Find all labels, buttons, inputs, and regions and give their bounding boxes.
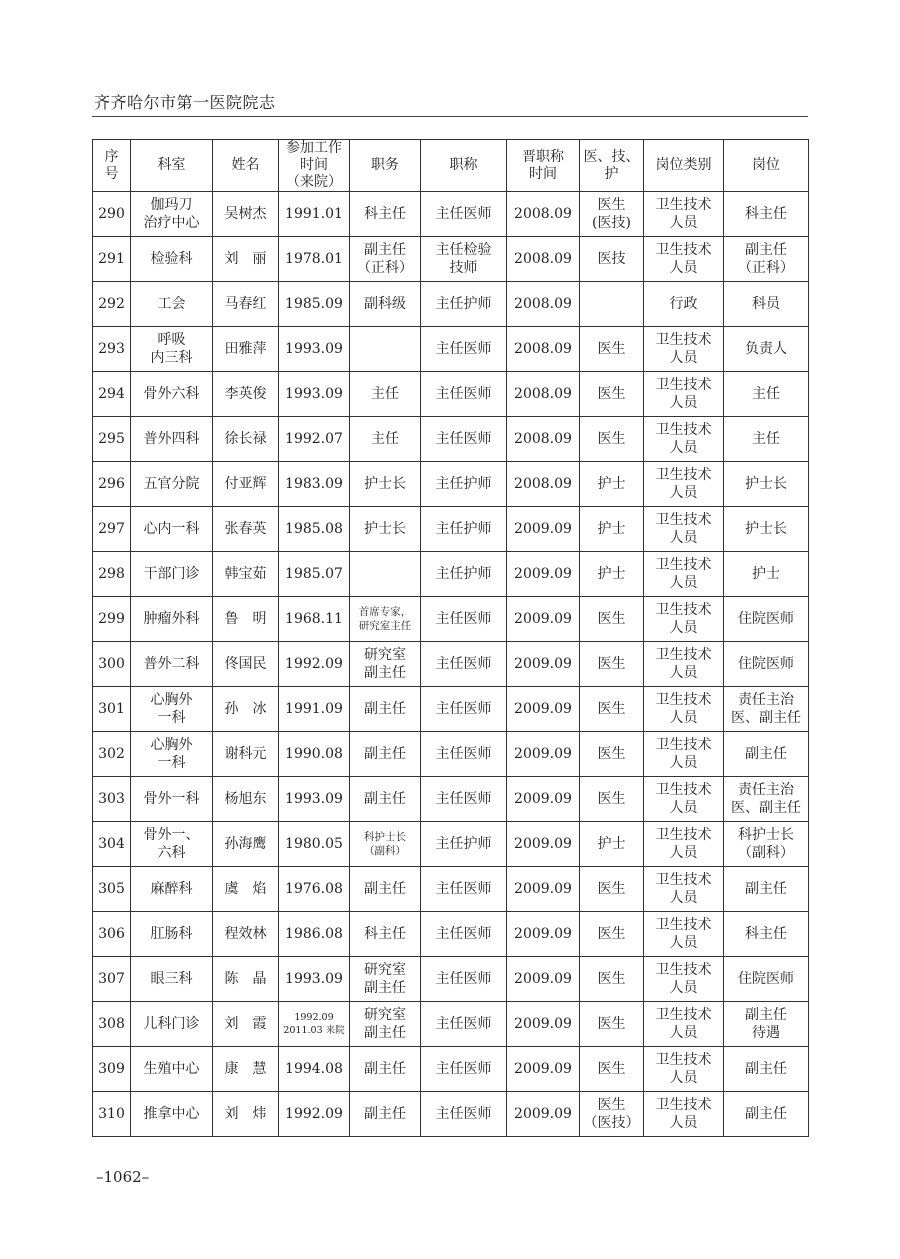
cell-start-date: 1993.09 [279,957,350,1002]
cell-position: 科主任 [350,912,421,957]
cell-category: 护士 [580,462,644,507]
cell-title-date: 2009.09 [507,867,580,912]
cell-seq: 302 [93,732,131,777]
cell-post: 护士 [724,552,809,597]
cell-start-date: 1991.01 [279,192,350,237]
table-row [93,822,809,867]
cell-title-date: 2009.09 [507,1092,580,1137]
cell-position: 研究室 副主任 [350,1002,421,1047]
cell-start-date: 1992.09 [279,642,350,687]
cell-position: 首席专家， 研究室主任 [350,597,421,642]
cell-department: 检验科 [131,237,213,282]
cell-department: 心胸外 一科 [131,687,213,732]
header-position: 职务 [350,140,421,192]
cell-category: 医生 (医技) [580,192,644,237]
cell-title: 主任医师 [421,1047,507,1092]
cell-name: 田雅萍 [213,327,279,372]
cell-post-type: 卫生技术 人员 [644,867,724,912]
cell-seq: 294 [93,372,131,417]
table-row [93,732,809,777]
cell-department: 骨外六科 [131,372,213,417]
cell-start-date: 1980.05 [279,822,350,867]
cell-start-date: 1985.08 [279,507,350,552]
cell-title-date: 2009.09 [507,642,580,687]
cell-category: 医生 [580,1002,644,1047]
cell-start-date: 1985.09 [279,282,350,327]
cell-department: 眼三科 [131,957,213,1002]
header-title-date: 晋职称 时间 [507,140,580,192]
cell-start-date: 1978.01 [279,237,350,282]
table-row [93,282,809,327]
cell-title-date: 2008.09 [507,372,580,417]
cell-seq: 300 [93,642,131,687]
cell-department: 骨外一、 六科 [131,822,213,867]
cell-name: 李英俊 [213,372,279,417]
table-row [93,642,809,687]
cell-title-date: 2009.09 [507,912,580,957]
cell-title-date: 2009.09 [507,777,580,822]
table-header [93,140,809,192]
cell-title-date: 2009.09 [507,822,580,867]
cell-name: 吴树杰 [213,192,279,237]
cell-name: 佟国民 [213,642,279,687]
cell-category: 医生 [580,912,644,957]
cell-category: 护士 [580,552,644,597]
cell-title-date: 2009.09 [507,1002,580,1047]
cell-department: 麻醉科 [131,867,213,912]
table-row [93,867,809,912]
cell-seq: 296 [93,462,131,507]
cell-start-date: 1976.08 [279,867,350,912]
cell-post-type: 卫生技术 人员 [644,1047,724,1092]
cell-title: 主任医师 [421,777,507,822]
cell-seq: 293 [93,327,131,372]
cell-title: 主任医师 [421,192,507,237]
cell-position: 副主任 [350,1047,421,1092]
cell-title: 主任医师 [421,687,507,732]
cell-category: 医生 [580,1047,644,1092]
cell-name: 虞 焰 [213,867,279,912]
cell-post-type: 卫生技术 人员 [644,417,724,462]
cell-post: 住院医师 [724,597,809,642]
cell-title: 主任检验 技师 [421,237,507,282]
cell-title: 主任医师 [421,912,507,957]
cell-title: 主任医师 [421,327,507,372]
cell-category: 医生 [580,732,644,777]
cell-title: 主任医师 [421,642,507,687]
cell-start-date: 1992.09 2011.03 来院 [279,1002,350,1047]
cell-department: 工会 [131,282,213,327]
header-name: 姓名 [213,140,279,192]
cell-name: 张春英 [213,507,279,552]
cell-post: 住院医师 [724,642,809,687]
cell-start-date: 1991.09 [279,687,350,732]
cell-position [350,552,421,597]
cell-start-date: 1993.09 [279,372,350,417]
cell-post-type: 卫生技术 人员 [644,372,724,417]
cell-position: 研究室 副主任 [350,642,421,687]
cell-name: 孙 冰 [213,687,279,732]
page-number: –1062– [96,1168,150,1186]
cell-post: 科员 [724,282,809,327]
cell-category: 护士 [580,822,644,867]
table-row [93,237,809,282]
cell-category: 医生 [580,597,644,642]
cell-title-date: 2008.09 [507,417,580,462]
cell-category: 医生 [580,372,644,417]
table-row [93,1092,809,1137]
table-row [93,417,809,462]
cell-title: 主任医师 [421,372,507,417]
table-row [93,1047,809,1092]
cell-position: 副主任 （正科） [350,237,421,282]
cell-position: 副主任 [350,777,421,822]
cell-title: 主任医师 [421,597,507,642]
cell-seq: 292 [93,282,131,327]
cell-name: 康 慧 [213,1047,279,1092]
cell-title-date: 2008.09 [507,462,580,507]
cell-post-type: 卫生技术 人员 [644,597,724,642]
cell-post: 护士长 [724,462,809,507]
table-row [93,597,809,642]
cell-post-type: 卫生技术 人员 [644,1002,724,1047]
cell-title-date: 2009.09 [507,732,580,777]
cell-post: 责任主治 医、副主任 [724,687,809,732]
cell-category: 医生 [580,867,644,912]
cell-category: 医生 [580,687,644,732]
cell-seq: 310 [93,1092,131,1137]
cell-title: 主任护师 [421,507,507,552]
header-rule [92,116,808,117]
cell-title: 主任医师 [421,867,507,912]
cell-start-date: 1990.08 [279,732,350,777]
cell-seq: 306 [93,912,131,957]
cell-name: 刘 霞 [213,1002,279,1047]
cell-department: 干部门诊 [131,552,213,597]
cell-post: 主任 [724,372,809,417]
cell-name: 谢科元 [213,732,279,777]
cell-name: 刘 丽 [213,237,279,282]
cell-position: 副主任 [350,867,421,912]
cell-category: 医生 [580,777,644,822]
cell-seq: 308 [93,1002,131,1047]
table-row [93,912,809,957]
cell-start-date: 1992.09 [279,1092,350,1137]
cell-post: 科护士长 （副科） [724,822,809,867]
cell-position: 副主任 [350,687,421,732]
cell-start-date: 1985.07 [279,552,350,597]
cell-title-date: 2008.09 [507,192,580,237]
header-department: 科室 [131,140,213,192]
table-row [93,462,809,507]
cell-post-type: 卫生技术 人员 [644,237,724,282]
cell-name: 刘 炜 [213,1092,279,1137]
cell-post-type: 卫生技术 人员 [644,1092,724,1137]
cell-department: 生殖中心 [131,1047,213,1092]
cell-category [580,282,644,327]
cell-start-date: 1992.07 [279,417,350,462]
cell-post: 主任 [724,417,809,462]
header-start-date: 参加工作 时间 （来院） [279,140,350,192]
cell-department: 呼吸 内三科 [131,327,213,372]
cell-title-date: 2009.09 [507,957,580,1002]
table-row [93,192,809,237]
cell-title-date: 2009.09 [507,552,580,597]
cell-title: 主任护师 [421,822,507,867]
table-row [93,552,809,597]
cell-department: 普外四科 [131,417,213,462]
cell-post-type: 行政 [644,282,724,327]
cell-seq: 305 [93,867,131,912]
cell-position: 研究室 副主任 [350,957,421,1002]
cell-title-date: 2008.09 [507,282,580,327]
cell-post-type: 卫生技术 人员 [644,912,724,957]
cell-post-type: 卫生技术 人员 [644,552,724,597]
cell-seq: 295 [93,417,131,462]
table-row [93,507,809,552]
header-title: 职称 [421,140,507,192]
cell-category: 医生 [580,417,644,462]
cell-post-type: 卫生技术 人员 [644,192,724,237]
cell-category: 医生 [580,327,644,372]
header-post: 岗位 [724,140,809,192]
cell-post: 副主任 待遇 [724,1002,809,1047]
cell-department: 心内一科 [131,507,213,552]
cell-start-date: 1993.09 [279,327,350,372]
cell-seq: 297 [93,507,131,552]
cell-department: 肿瘤外科 [131,597,213,642]
cell-position: 副主任 [350,732,421,777]
cell-title: 主任医师 [421,1002,507,1047]
cell-category: 护士 [580,507,644,552]
cell-seq: 290 [93,192,131,237]
cell-post-type: 卫生技术 人员 [644,507,724,552]
cell-name: 孙海鹰 [213,822,279,867]
cell-position: 副主任 [350,1092,421,1137]
book-title: 齐齐哈尔市第一医院院志 [94,93,276,112]
cell-position: 科主任 [350,192,421,237]
cell-start-date: 1968.11 [279,597,350,642]
cell-position: 主任 [350,372,421,417]
cell-post: 负责人 [724,327,809,372]
cell-department: 推拿中心 [131,1092,213,1137]
cell-post-type: 卫生技术 人员 [644,462,724,507]
cell-name: 陈 晶 [213,957,279,1002]
cell-seq: 309 [93,1047,131,1092]
cell-name: 程效林 [213,912,279,957]
cell-department: 伽玛刀 治疗中心 [131,192,213,237]
cell-title-date: 2008.09 [507,237,580,282]
cell-name: 徐长禄 [213,417,279,462]
cell-start-date: 1993.09 [279,777,350,822]
cell-title: 主任医师 [421,1092,507,1137]
cell-title: 主任医师 [421,957,507,1002]
cell-title: 主任护师 [421,552,507,597]
cell-name: 马春红 [213,282,279,327]
cell-title: 主任护师 [421,282,507,327]
table-row [93,957,809,1002]
cell-post: 副主任 [724,732,809,777]
cell-department: 心胸外 一科 [131,732,213,777]
cell-start-date: 1994.08 [279,1047,350,1092]
cell-title: 主任医师 [421,732,507,777]
table-body [93,192,809,1137]
cell-post: 副主任 [724,1047,809,1092]
cell-start-date: 1986.08 [279,912,350,957]
cell-title: 主任医师 [421,417,507,462]
cell-department: 儿科门诊 [131,1002,213,1047]
cell-position: 护士长 [350,462,421,507]
cell-start-date: 1983.09 [279,462,350,507]
header-seq: 序 号 [93,140,131,192]
table-row [93,777,809,822]
cell-position: 护士长 [350,507,421,552]
cell-department: 骨外一科 [131,777,213,822]
cell-post-type: 卫生技术 人员 [644,777,724,822]
cell-position: 主任 [350,417,421,462]
cell-seq: 299 [93,597,131,642]
cell-category: 医技 [580,237,644,282]
cell-position: 科护士长 （副科） [350,822,421,867]
cell-post-type: 卫生技术 人员 [644,642,724,687]
cell-post: 副主任 （正科） [724,237,809,282]
cell-title-date: 2009.09 [507,687,580,732]
cell-seq: 301 [93,687,131,732]
header-post-type: 岗位类别 [644,140,724,192]
cell-title: 主任护师 [421,462,507,507]
cell-post: 副主任 [724,1092,809,1137]
cell-post: 护士长 [724,507,809,552]
cell-post: 科主任 [724,912,809,957]
cell-seq: 291 [93,237,131,282]
cell-post: 科主任 [724,192,809,237]
table-row [93,1002,809,1047]
cell-category: 医生 [580,957,644,1002]
table-row [93,372,809,417]
cell-post: 责任主治 医、副主任 [724,777,809,822]
cell-post: 住院医师 [724,957,809,1002]
cell-post-type: 卫生技术 人员 [644,957,724,1002]
cell-title-date: 2008.09 [507,327,580,372]
cell-seq: 303 [93,777,131,822]
cell-title-date: 2009.09 [507,597,580,642]
cell-title-date: 2009.09 [507,1047,580,1092]
cell-position [350,327,421,372]
cell-name: 杨旭东 [213,777,279,822]
cell-title-date: 2009.09 [507,507,580,552]
cell-post-type: 卫生技术 人员 [644,822,724,867]
cell-department: 普外二科 [131,642,213,687]
cell-post-type: 卫生技术 人员 [644,687,724,732]
cell-post-type: 卫生技术 人员 [644,732,724,777]
cell-category: 医生 [580,642,644,687]
cell-name: 韩宝茹 [213,552,279,597]
cell-name: 鲁 明 [213,597,279,642]
table-row [93,687,809,732]
cell-position: 副科级 [350,282,421,327]
cell-name: 付亚辉 [213,462,279,507]
cell-department: 肛肠科 [131,912,213,957]
cell-post-type: 卫生技术 人员 [644,327,724,372]
staff-roster-table [92,139,809,1137]
cell-seq: 298 [93,552,131,597]
cell-seq: 304 [93,822,131,867]
cell-department: 五官分院 [131,462,213,507]
header-category: 医、技、 护 [580,140,644,192]
cell-category: 医生 （医技） [580,1092,644,1137]
header-row [93,140,809,192]
cell-seq: 307 [93,957,131,1002]
cell-post: 副主任 [724,867,809,912]
table-row [93,327,809,372]
